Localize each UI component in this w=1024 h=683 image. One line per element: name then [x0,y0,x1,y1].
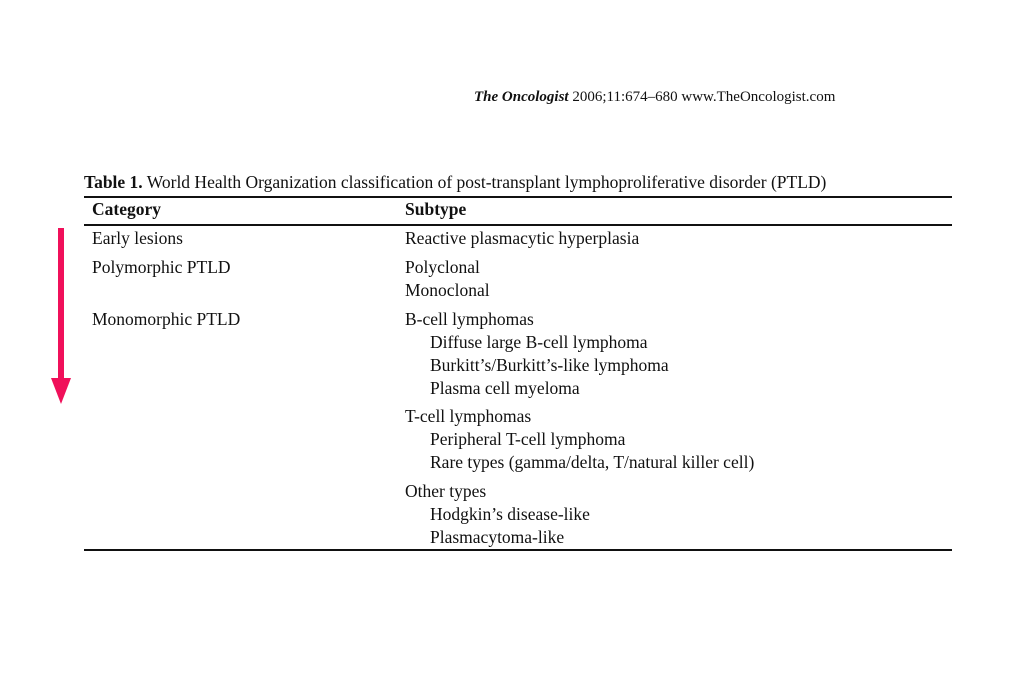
subtype-monoclonal: Monoclonal [405,280,490,300]
subtype-polyclonal: Polyclonal [405,257,480,277]
subtype-diffuse-large-b-cell: Diffuse large B-cell lymphoma [430,332,648,352]
group-t-cell: T-cell lymphomas [405,406,532,426]
subtype-hodgkins-like: Hodgkin’s disease-like [430,504,590,524]
citation [474,89,835,106]
table-top-rule [84,196,952,198]
subtype-plasmacytoma-like: Plasmacytoma-like [430,527,565,547]
table-caption-text: World Health Organization classification of post-transplant lymphoproliferative disorder (PTLD) [142,172,827,192]
table-caption [84,172,826,193]
down-arrow-icon [51,228,71,404]
subtype-peripheral-t-cell: Peripheral T-cell lymphoma [430,429,626,449]
group-b-cell: B-cell lymphomas [405,309,534,329]
table-header-rule [84,224,952,226]
table-bottom-rule [84,549,952,551]
header-subtype: Subtype [405,199,467,219]
category-early-lesions: Early lesions [92,228,183,248]
table-number: Table 1. [84,172,143,192]
subtype-rare-types: Rare types (gamma/delta, T/natural killer cell) [430,452,755,472]
category-monomorphic: Monomorphic PTLD [92,309,241,329]
citation-details: 2006;11:674–680 www.TheOncologist.com [568,89,836,105]
category-polymorphic: Polymorphic PTLD [92,257,231,277]
group-other-types: Other types [405,481,487,501]
subtype-plasma-cell-myeloma: Plasma cell myeloma [430,378,580,398]
journal-name: The Oncologist [474,89,569,105]
subtype-reactive-plasmacytic: Reactive plasmacytic hyperplasia [405,228,640,248]
header-category: Category [92,199,162,219]
subtype-burkitt: Burkitt’s/Burkitt’s-like lymphoma [430,355,669,375]
